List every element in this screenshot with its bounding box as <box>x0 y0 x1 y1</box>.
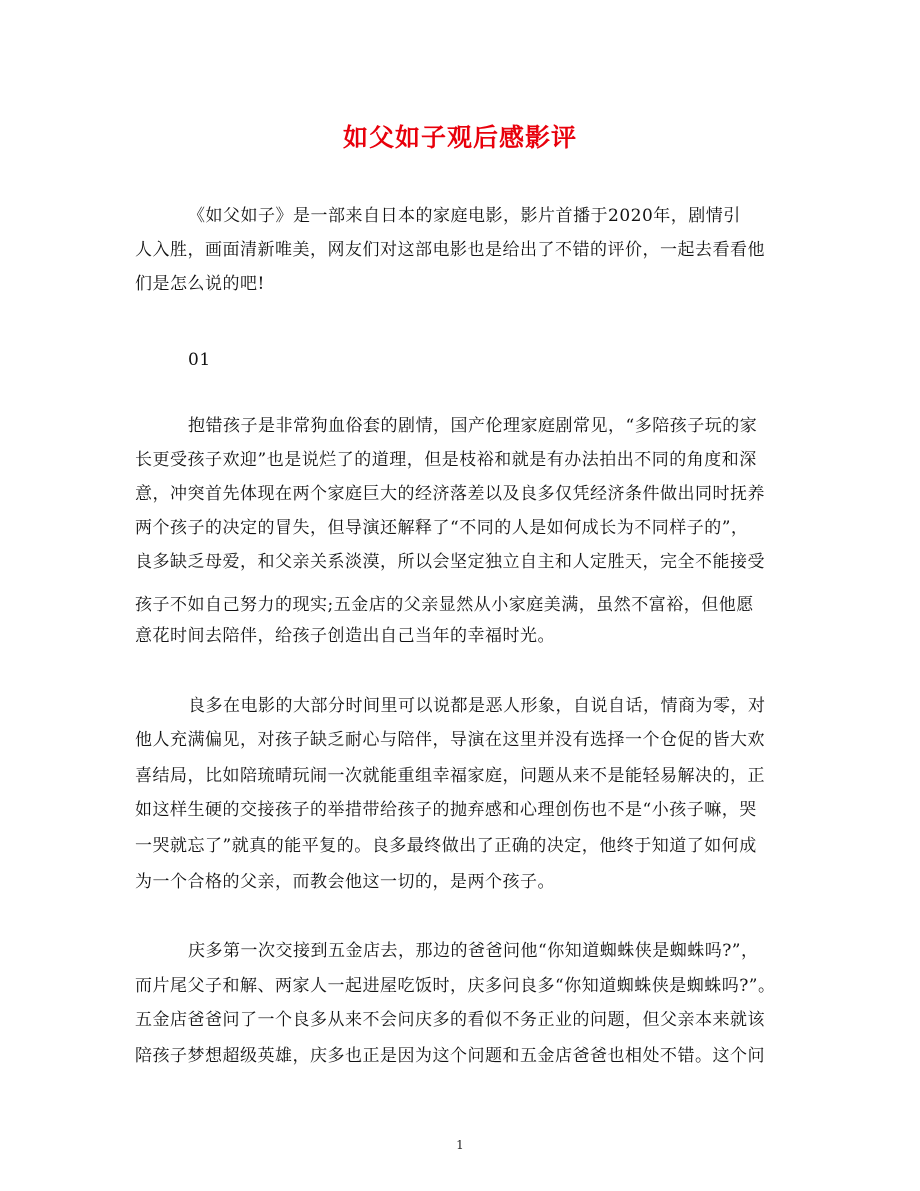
body-line: 喜结局，比如陪琉晴玩闹一次就能重组幸福家庭，问题从来不是能轻易解决的，正 <box>135 766 765 786</box>
body-line: 两个孩子的决定的冒失，但导演还解释了“不同的人是如何成长为不同样子的”， <box>135 518 749 538</box>
body-line: 孩子不如自己努力的现实;五金店的父亲显然从小家庭美满，虽然不富裕，但他愿 <box>135 595 754 615</box>
body-line: 意，冲突首先体现在两个家庭巨大的经济落差以及良多仅凭经济条件做出同时抚养 <box>135 484 765 504</box>
body-line: 五金店爸爸问了一个良多从来不会问庆多的看似不务正业的问题，但父亲本来就该 <box>135 1010 765 1030</box>
body-line: 如这样生硬的交接孩子的举措带给孩子的抛弃感和心理创伤也不是“小孩子嘛，哭 <box>135 800 757 820</box>
body-line: 庆多第一次交接到五金店去，那边的爸爸问他“你知道蜘蛛侠是蜘蛛吗?”， <box>188 941 759 961</box>
section-number: 01 <box>188 350 211 370</box>
body-line: 《如父如子》是一部来自日本的家庭电影，影片首播于2020年，剧情引 <box>188 206 741 226</box>
document-title: 如父如子观后感影评 <box>342 123 577 152</box>
body-line: 人入胜，画面清新唯美，网友们对这部电影也是给出了不错的评价，一起去看看他 <box>135 240 765 260</box>
body-line: 一哭就忘了”就真的能平复的。良多最终做出了正确的决定，他终于知道了如何成 <box>135 836 757 856</box>
body-line: 意花时间去陪伴，给孩子创造出自己当年的幸福时光。 <box>135 626 555 646</box>
body-line: 抱错孩子是非常狗血俗套的剧情，国产伦理家庭剧常见，“多陪孩子玩的家 <box>188 416 758 436</box>
body-line: 陪孩子梦想超级英雄，庆多也正是因为这个问题和五金店爸爸也相处不错。这个问 <box>135 1046 765 1066</box>
page-number: 1 <box>456 1138 464 1152</box>
body-line: 良多在电影的大部分时间里可以说都是恶人形象，自说自话，情商为零，对 <box>188 696 766 716</box>
body-line: 良多缺乏母爱，和父亲关系淡漠，所以会坚定独立自主和人定胜天，完全不能接受 <box>135 552 765 572</box>
body-line: 长更受孩子欢迎”也是说烂了的道理，但是枝裕和就是有办法拍出不同的角度和深 <box>135 450 757 470</box>
body-line: 而片尾父子和解、两家人一起进屋吃饭时，庆多问良多“你知道蜘蛛侠是蜘蛛吗?”。 <box>135 976 776 996</box>
body-line: 为一个合格的父亲，而教会他这一切的，是两个孩子。 <box>135 872 555 892</box>
body-line: 们是怎么说的吧! <box>135 274 265 294</box>
body-line: 他人充满偏见，对孩子缺乏耐心与陪伴，导演在这里并没有选择一个仓促的皆大欢 <box>135 730 765 750</box>
